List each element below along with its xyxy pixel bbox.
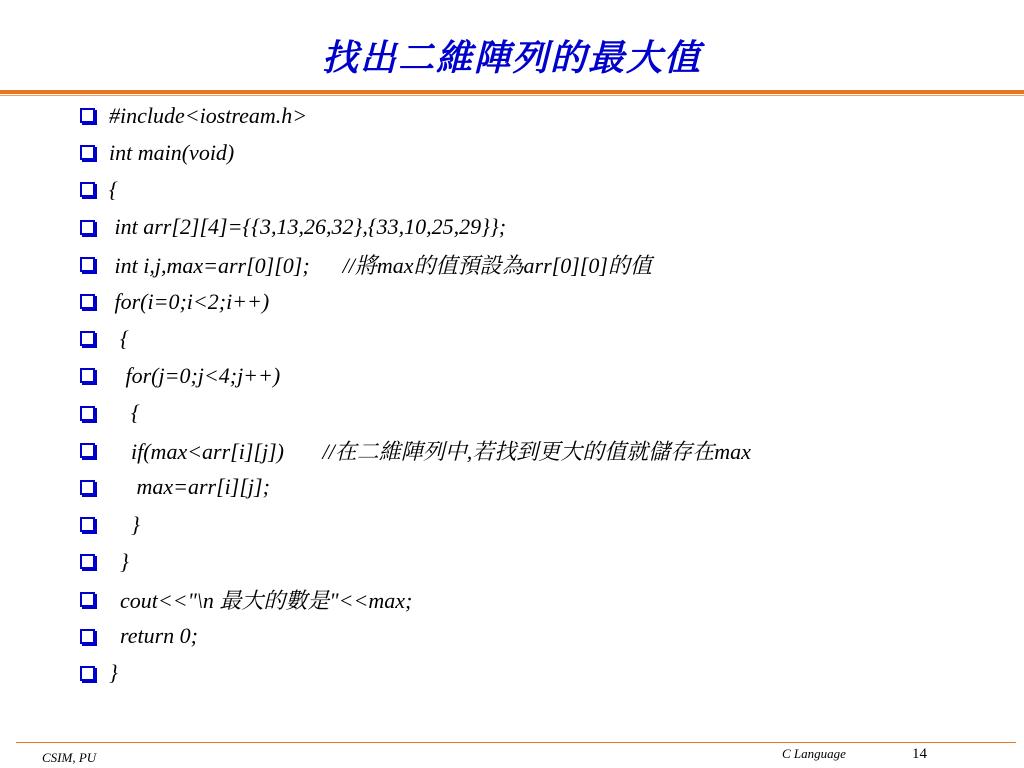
hollow-square-bullet-icon	[80, 182, 95, 197]
hollow-square-bullet-icon	[80, 108, 95, 123]
code-line	[80, 469, 980, 506]
code-line-text: max=arr[i][j];	[109, 474, 270, 500]
title-divider-thick	[0, 90, 1024, 94]
code-line	[80, 395, 980, 432]
hollow-square-bullet-icon	[80, 480, 95, 495]
hollow-square-bullet-icon	[80, 629, 95, 644]
slide-title: 找出二維陣列的最大值	[321, 38, 702, 78]
code-line-text: }	[109, 660, 118, 686]
code-line	[80, 655, 980, 692]
code-line	[80, 506, 980, 543]
code-line	[80, 134, 980, 171]
hollow-square-bullet-icon	[80, 220, 95, 235]
hollow-square-bullet-icon	[80, 145, 95, 160]
title-divider-thin	[0, 95, 1024, 96]
code-line-text: int i,j,max=arr[0][0]; //將max的值預設為arr[0][0]的值	[109, 252, 652, 278]
code-line-text: {	[109, 400, 140, 426]
hollow-square-bullet-icon	[80, 257, 95, 272]
footer-institution: CSIM, PU	[42, 750, 97, 765]
footer-page-number: 14	[912, 746, 927, 762]
code-line-text: return 0;	[109, 623, 199, 649]
code-line-text: for(i=0;i<2;i++)	[109, 288, 270, 314]
code-line	[80, 209, 980, 246]
hollow-square-bullet-icon	[80, 666, 95, 681]
code-line	[80, 357, 980, 394]
code-line	[80, 283, 980, 320]
code-line-text: cout<<"\n 最大的數是"<<max;	[109, 587, 413, 613]
code-line-text: {	[109, 325, 129, 351]
code-line-text: for(j=0;j<4;j++)	[109, 362, 281, 388]
code-line-text: }	[109, 548, 129, 574]
code-line	[80, 246, 980, 283]
code-line-text: if(max<arr[i][j]) //在二維陣列中,若找到更大的值就儲存在max	[109, 438, 751, 464]
code-line-text: #include<iostream.h>	[109, 102, 308, 128]
code-line	[80, 580, 980, 617]
hollow-square-bullet-icon	[80, 331, 95, 346]
code-line	[80, 320, 980, 357]
hollow-square-bullet-icon	[80, 554, 95, 569]
code-line	[80, 543, 980, 580]
hollow-square-bullet-icon	[80, 517, 95, 532]
hollow-square-bullet-icon	[80, 294, 95, 309]
code-line	[80, 171, 980, 208]
code-line-text: }	[109, 511, 140, 537]
footer-course-name: C Language	[782, 746, 846, 761]
code-line-text: {	[109, 176, 118, 202]
code-line	[80, 618, 980, 655]
code-line-text: int arr[2][4]={{3,13,26,32},{33,10,25,29}};	[109, 214, 507, 240]
footer-divider	[16, 742, 1016, 743]
code-line	[80, 432, 980, 469]
code-bullet-list	[80, 97, 980, 692]
hollow-square-bullet-icon	[80, 368, 95, 383]
hollow-square-bullet-icon	[80, 443, 95, 458]
title-divider	[0, 90, 1024, 96]
code-line	[80, 97, 980, 134]
code-line-text: int main(void)	[109, 139, 235, 165]
hollow-square-bullet-icon	[80, 592, 95, 607]
hollow-square-bullet-icon	[80, 406, 95, 421]
